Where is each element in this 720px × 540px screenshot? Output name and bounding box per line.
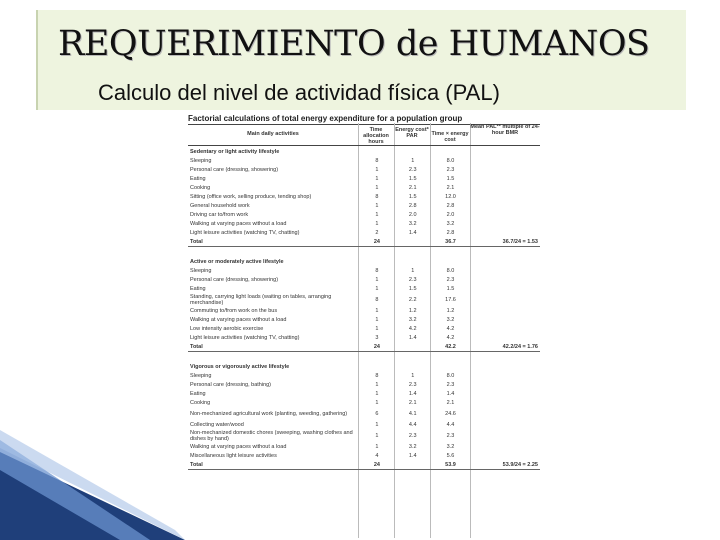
column-header-energy: Energy cost* PAR	[395, 127, 429, 139]
section-heading-row	[188, 257, 540, 266]
cell-c3: 17.6	[445, 296, 456, 303]
cell-c3: 2.3	[446, 381, 455, 388]
table-rule-header	[188, 145, 540, 146]
cell-c2: 2.1	[408, 399, 417, 406]
cell-c1: 4	[375, 452, 379, 459]
cell-c2: 2.3	[408, 166, 417, 173]
decorative-swoosh	[0, 430, 185, 540]
cell-c2: 1.4	[408, 334, 417, 341]
table-row	[188, 442, 540, 451]
cell-c0: Sitting (office work, selling produce, tending shop)	[190, 193, 312, 200]
cell-c0: Walking at varying paces without a load	[190, 316, 287, 323]
cell-c3: 1.5	[446, 285, 455, 292]
cell-c0: Miscellaneous light leisure activities	[190, 452, 277, 459]
cell-c4: 42.2/24 = 1.76	[502, 343, 538, 350]
cell-c1: 8	[375, 372, 379, 379]
cell-c3: 3.2	[446, 220, 455, 227]
cell-c3: 8.0	[446, 157, 455, 164]
table-row	[188, 398, 540, 407]
cell-c2: 3.2	[408, 220, 417, 227]
cell-c3: 3.2	[446, 316, 455, 323]
cell-c1: 1	[375, 276, 379, 283]
cell-c1: 8	[375, 267, 379, 274]
cell-c1: 1	[375, 202, 379, 209]
cell-c4: 36.7/24 = 1.53	[502, 238, 538, 245]
cell-c0: Eating	[190, 390, 206, 397]
cell-c3: 53.9	[445, 461, 456, 468]
cell-c2: 1.4	[408, 452, 417, 459]
cell-c0: Eating	[190, 285, 206, 292]
cell-c0: Commuting to/from work on the bus	[190, 307, 278, 314]
cell-c0: Personal care (dressing, bathing)	[190, 381, 272, 388]
cell-c2: 4.1	[408, 410, 417, 417]
cell-c0: Walking at varying paces without a load	[190, 220, 287, 227]
table-row	[188, 266, 540, 275]
total-row	[188, 460, 540, 469]
cell-c2: 1.2	[408, 307, 417, 314]
cell-c0: Cooking	[190, 184, 211, 191]
cell-c3: 2.3	[446, 166, 455, 173]
cell-c0: General household work	[190, 202, 250, 209]
column-header-time: Time allocation hours	[363, 127, 389, 145]
table-row	[188, 228, 540, 237]
cell-c0: Sedentary or light activity lifestyle	[190, 148, 280, 155]
cell-c1: 1	[375, 325, 379, 332]
cell-c3: 1.5	[446, 175, 455, 182]
table-row	[188, 389, 540, 398]
cell-c3: 4.2	[446, 325, 455, 332]
cell-c1: 1	[375, 390, 379, 397]
cell-c2: 1.4	[408, 229, 417, 236]
table-row	[188, 315, 540, 324]
cell-c3: 24.6	[445, 410, 456, 417]
table-caption: Factorial calculations of total energy expenditure for a population group	[188, 114, 463, 123]
cell-c1: 1	[375, 175, 379, 182]
table-row	[188, 192, 540, 201]
cell-c3: 12.0	[445, 193, 456, 200]
cell-c2: 2.3	[408, 276, 417, 283]
cell-c0: Personal care (dressing, showering)	[190, 166, 279, 173]
table-row	[188, 284, 540, 293]
cell-c1: 3	[375, 334, 379, 341]
table-row	[188, 156, 540, 165]
table-row	[188, 219, 540, 228]
cell-c3: 42.2	[445, 343, 456, 350]
slide-header	[36, 10, 686, 110]
cell-c4: 53.9/24 = 2.25	[502, 461, 538, 468]
cell-c3: 8.0	[446, 372, 455, 379]
cell-c3: 2.0	[446, 211, 455, 218]
cell-c0: Light leisure activities (watching TV, chatting)	[190, 229, 300, 236]
cell-c2: 2.1	[408, 184, 417, 191]
cell-c0: Total	[190, 343, 203, 350]
cell-c1: 1	[375, 443, 379, 450]
table-image	[180, 114, 550, 538]
cell-c2: 1	[411, 267, 415, 274]
cell-c1: 1	[375, 399, 379, 406]
cell-c1: 24	[373, 461, 380, 468]
cell-c0: Sleeping	[190, 372, 212, 379]
cell-c0: Non-mechanized agricultural work (planting, weeding, gathering)	[190, 410, 348, 417]
table-body	[188, 147, 540, 470]
cell-c2: 1	[411, 372, 415, 379]
cell-c1: 8	[375, 157, 379, 164]
cell-c0: Standing, carrying light loads (waiting on tables, arranging merchandise)	[190, 293, 332, 306]
cell-c0: Eating	[190, 175, 206, 182]
cell-c3: 1.2	[446, 307, 455, 314]
cell-c3: 8.0	[446, 267, 455, 274]
cell-c1: 24	[373, 238, 380, 245]
cell-c0: Driving car to/from work	[190, 211, 249, 218]
cell-c1: 1	[375, 285, 379, 292]
cell-c2: 1.5	[408, 175, 417, 182]
table-row	[188, 420, 540, 429]
cell-c2: 3.2	[408, 443, 417, 450]
table-row	[188, 333, 540, 342]
cell-c2: 4.4	[408, 421, 417, 428]
table-row	[188, 174, 540, 183]
total-rule	[188, 469, 540, 470]
cell-c2: 1.5	[408, 285, 417, 292]
cell-c2: 1.4	[408, 390, 417, 397]
cell-c1: 6	[375, 410, 379, 417]
cell-c1: 1	[375, 421, 379, 428]
cell-c0: Active or moderately active lifestyle	[190, 258, 284, 265]
cell-c1: 1	[375, 307, 379, 314]
table-row	[188, 380, 540, 389]
cell-c0: Collecting water/wood	[190, 421, 244, 428]
cell-c0: Personal care (dressing, showering)	[190, 276, 279, 283]
table-row	[188, 201, 540, 210]
cell-c2: 2.3	[408, 381, 417, 388]
cell-c3: 1.4	[446, 390, 455, 397]
cell-c3: 2.3	[446, 432, 455, 439]
column-header-pal: Mean PAL** multiple of 24-hour BMR	[470, 124, 540, 136]
cell-c3: 3.2	[446, 443, 455, 450]
table-row	[188, 306, 540, 315]
cell-c2: 2.2	[408, 296, 417, 303]
table-row	[188, 293, 540, 306]
cell-c2: 2.3	[408, 432, 417, 439]
slide-title: REQUERIMIENTO de HUMANOS	[58, 24, 650, 64]
cell-c2: 4.2	[408, 325, 417, 332]
cell-c2: 1	[411, 157, 415, 164]
cell-c0: Sleeping	[190, 157, 212, 164]
table-row	[188, 210, 540, 219]
spacer-row	[188, 247, 540, 257]
cell-c1: 24	[373, 343, 380, 350]
total-row	[188, 237, 540, 246]
cell-c1: 1	[375, 432, 379, 439]
cell-c3: 4.2	[446, 334, 455, 341]
table-row	[188, 371, 540, 380]
cell-c0: Vigorous or vigorously active lifestyle	[190, 363, 290, 370]
section-heading-row	[188, 362, 540, 371]
cell-c0: Cooking	[190, 399, 211, 406]
table-row	[188, 275, 540, 284]
cell-c1: 1	[375, 316, 379, 323]
cell-c1: 1	[375, 184, 379, 191]
cell-c0: Non-mechanized domestic chores (sweeping, washing clothes and dishes by hand)	[190, 429, 353, 442]
table-row	[188, 407, 540, 420]
cell-c3: 36.7	[445, 238, 456, 245]
cell-c0: Low intensity aerobic exercise	[190, 325, 264, 332]
cell-c3: 2.8	[446, 229, 455, 236]
table-row	[188, 451, 540, 460]
cell-c0: Total	[190, 461, 203, 468]
spacer-row	[188, 352, 540, 362]
cell-c2: 2.8	[408, 202, 417, 209]
cell-c0: Light leisure activities (watching TV, chatting)	[190, 334, 300, 341]
section-heading-row	[188, 147, 540, 156]
slide-subtitle: Calculo del nivel de actividad física (PAL)	[98, 80, 500, 105]
cell-c3: 2.8	[446, 202, 455, 209]
cell-c1: 2	[375, 229, 379, 236]
cell-c1: 1	[375, 220, 379, 227]
cell-c0: Total	[190, 238, 203, 245]
cell-c2: 3.2	[408, 316, 417, 323]
cell-c2: 2.0	[408, 211, 417, 218]
column-header-product: Time × energy cost	[431, 131, 469, 143]
cell-c2: 1.5	[408, 193, 417, 200]
cell-c3: 4.4	[446, 421, 455, 428]
table-row	[188, 429, 540, 442]
cell-c1: 1	[375, 166, 379, 173]
table-row	[188, 183, 540, 192]
table-row	[188, 324, 540, 333]
total-row	[188, 342, 540, 351]
cell-c1: 8	[375, 296, 379, 303]
cell-c3: 2.1	[446, 399, 455, 406]
cell-c3: 2.3	[446, 276, 455, 283]
cell-c1: 1	[375, 211, 379, 218]
cell-c1: 8	[375, 193, 379, 200]
cell-c0: Walking at varying paces without a load	[190, 443, 287, 450]
column-header-activities: Main daily activities	[247, 131, 299, 137]
cell-c1: 1	[375, 381, 379, 388]
cell-c3: 5.6	[446, 452, 455, 459]
table-row	[188, 165, 540, 174]
cell-c3: 2.1	[446, 184, 455, 191]
cell-c0: Sleeping	[190, 267, 212, 274]
